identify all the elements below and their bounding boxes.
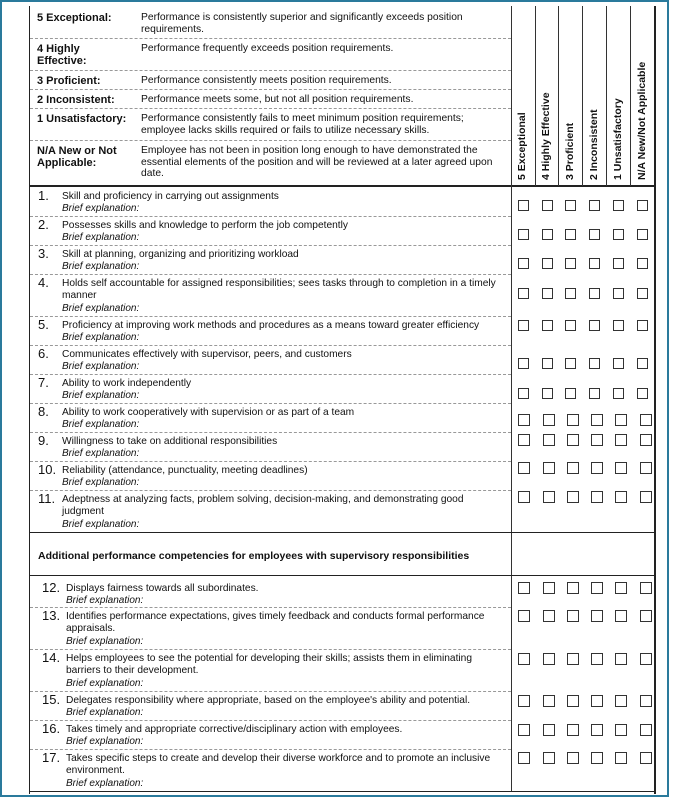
rating-checkbox-unsatisfactory[interactable] <box>615 491 627 503</box>
legend-label: 2 Inconsistent: <box>37 94 115 106</box>
brief-explanation-label: Brief explanation: <box>66 595 144 606</box>
rating-checkbox-unsatisfactory[interactable] <box>613 288 624 299</box>
item-number: 4. <box>38 275 49 290</box>
section-title: Additional performance competencies for employees with supervisory responsibilities <box>38 550 470 562</box>
item-text: Takes specific steps to create and develop their diverse workforce and to promote an inclusive environment. <box>66 753 491 776</box>
item-number: 15. <box>42 692 61 707</box>
brief-explanation-label: Brief explanation: <box>62 303 140 314</box>
rating-checkbox-proficient[interactable] <box>567 724 579 736</box>
rating-checkbox-inconsistent[interactable] <box>591 434 603 446</box>
rating-checkbox-highly-effective[interactable] <box>542 320 553 331</box>
brief-explanation-label: Brief explanation: <box>66 636 144 647</box>
rating-checkbox-not-applicable[interactable] <box>640 491 652 503</box>
rating-checkbox-inconsistent[interactable] <box>589 229 600 240</box>
brief-explanation-label: Brief explanation: <box>62 203 140 214</box>
item-text: Communicates effectively with supervisor, peers, and customers <box>62 349 352 360</box>
brief-explanation-label: Brief explanation: <box>66 736 144 747</box>
legend-description: Performance frequently exceeds position requirements. <box>141 43 394 54</box>
rating-checkbox-inconsistent[interactable] <box>591 695 603 707</box>
rating-checkbox-proficient[interactable] <box>567 752 579 764</box>
rating-checkbox-exceptional[interactable] <box>518 200 529 211</box>
rating-checkbox-not-applicable[interactable] <box>637 388 648 399</box>
rating-checkbox-not-applicable[interactable] <box>640 653 652 665</box>
item-text: Ability to work independently <box>62 378 192 389</box>
item-text: Delegates responsibility where appropriate, based on the employee's ability and potential. <box>66 695 471 706</box>
rating-checkbox-unsatisfactory[interactable] <box>613 229 624 240</box>
rating-checkbox-exceptional[interactable] <box>518 320 529 331</box>
rating-checkbox-inconsistent[interactable] <box>589 388 600 399</box>
rating-checkbox-not-applicable[interactable] <box>637 258 648 269</box>
item-number: 12. <box>42 580 61 595</box>
rating-checkbox-inconsistent[interactable] <box>591 653 603 665</box>
rating-checkbox-not-applicable[interactable] <box>640 462 652 474</box>
item-number: 10. <box>38 462 57 477</box>
brief-explanation-label: Brief explanation: <box>62 519 140 530</box>
item-number: 11. <box>38 491 56 506</box>
rating-checkbox-proficient[interactable] <box>565 388 576 399</box>
rating-checkbox-not-applicable[interactable] <box>640 582 652 594</box>
brief-explanation-label: Brief explanation: <box>62 477 140 488</box>
item-number: 17. <box>42 750 61 765</box>
item-text: Reliability (attendance, punctuality, meeting deadlines) <box>62 465 308 476</box>
brief-explanation-label: Brief explanation: <box>66 778 144 789</box>
rating-checkbox-highly-effective[interactable] <box>542 288 553 299</box>
rating-checkbox-inconsistent[interactable] <box>591 414 603 426</box>
rating-checkbox-not-applicable[interactable] <box>640 610 652 622</box>
rating-checkbox-exceptional[interactable] <box>518 491 530 503</box>
rating-checkbox-highly-effective[interactable] <box>542 358 553 369</box>
rating-checkbox-exceptional[interactable] <box>518 582 530 594</box>
rating-checkbox-proficient[interactable] <box>567 653 579 665</box>
rating-checkbox-unsatisfactory[interactable] <box>615 434 627 446</box>
rating-checkbox-highly-effective[interactable] <box>543 653 555 665</box>
column-header-inconsistent: 2 Inconsistent <box>588 109 600 180</box>
legend-description: Employee has not been in position long enough to have demonstrated the essential elements of the position and will be reviewed at a later agreed upon date. <box>141 145 493 179</box>
rating-checkbox-proficient[interactable] <box>565 200 576 211</box>
item-number: 8. <box>38 404 49 419</box>
rating-checkbox-highly-effective[interactable] <box>542 388 553 399</box>
rating-checkbox-proficient[interactable] <box>567 414 579 426</box>
rating-checkbox-unsatisfactory[interactable] <box>613 258 624 269</box>
item-text: Skill at planning, organizing and prioritizing workload <box>62 249 299 260</box>
rating-checkbox-highly-effective[interactable] <box>543 462 555 474</box>
brief-explanation-label: Brief explanation: <box>62 261 140 272</box>
item-text: Skill and proficiency in carrying out assignments <box>62 191 279 202</box>
column-header-unsatisfactory: 1 Unsatisfactory <box>612 98 624 180</box>
item-number: 5. <box>38 317 49 332</box>
legend-label: 1 Unsatisfactory: <box>37 113 127 125</box>
rating-checkbox-inconsistent[interactable] <box>591 724 603 736</box>
legend-label: 5 Exceptional: <box>37 12 112 24</box>
rating-checkbox-exceptional[interactable] <box>518 724 530 736</box>
item-number: 2. <box>38 217 49 232</box>
rating-checkbox-unsatisfactory[interactable] <box>613 320 624 331</box>
rating-checkbox-highly-effective[interactable] <box>543 582 555 594</box>
item-text: Takes timely and appropriate corrective/disciplinary action with employees. <box>66 724 403 735</box>
rating-checkbox-proficient[interactable] <box>567 582 579 594</box>
rating-checkbox-unsatisfactory[interactable] <box>615 752 627 764</box>
item-number: 14. <box>42 650 61 665</box>
item-number: 16. <box>42 721 61 736</box>
item-text: Proficiency at improving work methods and procedures as a means toward greater efficiency <box>62 320 480 331</box>
rating-checkbox-unsatisfactory[interactable] <box>615 582 627 594</box>
rating-checkbox-highly-effective[interactable] <box>543 724 555 736</box>
rating-checkbox-not-applicable[interactable] <box>637 320 648 331</box>
rating-checkbox-not-applicable[interactable] <box>637 358 648 369</box>
item-number: 1. <box>38 188 49 203</box>
column-header-highly-effective: 4 Highly Effective <box>540 92 552 180</box>
brief-explanation-label: Brief explanation: <box>62 232 140 243</box>
rating-checkbox-unsatisfactory[interactable] <box>615 653 627 665</box>
item-text: Adeptness at analyzing facts, problem solving, decision-making, and demonstrating good judgment <box>62 494 464 517</box>
rating-checkbox-not-applicable[interactable] <box>640 724 652 736</box>
item-text: Identifies performance expectations, gives timely feedback and conducts formal performance appraisals. <box>66 611 485 634</box>
brief-explanation-label: Brief explanation: <box>62 448 140 459</box>
rating-checkbox-not-applicable[interactable] <box>640 752 652 764</box>
item-text: Ability to work cooperatively with supervision or as part of a team <box>62 407 355 418</box>
rating-checkbox-exceptional[interactable] <box>518 388 529 399</box>
rating-checkbox-highly-effective[interactable] <box>543 491 555 503</box>
rating-checkbox-not-applicable[interactable] <box>640 414 652 426</box>
rating-checkbox-exceptional[interactable] <box>518 434 530 446</box>
item-text: Possesses skills and knowledge to perform the job competently <box>62 220 348 231</box>
item-number: 9. <box>38 433 49 448</box>
item-text: Helps employees to see the potential for developing their skills; assists them in eliminating barriers to their development. <box>66 653 473 676</box>
legend-description: Performance consistently meets position requirements. <box>141 75 392 86</box>
item-number: 6. <box>38 346 49 361</box>
rating-checkbox-inconsistent[interactable] <box>591 610 603 622</box>
rating-checkbox-highly-effective[interactable] <box>542 229 553 240</box>
rating-checkbox-not-applicable[interactable] <box>637 288 648 299</box>
legend-label: 4 Highly Effective: <box>37 43 87 67</box>
rating-checkbox-unsatisfactory[interactable] <box>613 200 624 211</box>
rating-checkbox-highly-effective[interactable] <box>543 434 555 446</box>
brief-explanation-label: Brief explanation: <box>66 707 144 718</box>
rating-checkbox-not-applicable[interactable] <box>640 695 652 707</box>
rating-checkbox-exceptional[interactable] <box>518 358 529 369</box>
rating-checkbox-highly-effective[interactable] <box>543 695 555 707</box>
item-number: 3. <box>38 246 49 261</box>
rating-checkbox-exceptional[interactable] <box>518 610 530 622</box>
rating-checkbox-unsatisfactory[interactable] <box>615 695 627 707</box>
rating-checkbox-exceptional[interactable] <box>518 258 529 269</box>
rating-checkbox-proficient[interactable] <box>567 610 579 622</box>
rating-checkbox-not-applicable[interactable] <box>640 434 652 446</box>
rating-checkbox-unsatisfactory[interactable] <box>613 358 624 369</box>
rating-checkbox-exceptional[interactable] <box>518 462 530 474</box>
item-number: 13. <box>42 608 61 623</box>
rating-checkbox-inconsistent[interactable] <box>589 200 600 211</box>
legend-description: Performance is consistently superior and significantly exceeds position requirements. <box>141 12 463 35</box>
rating-checkbox-inconsistent[interactable] <box>589 258 600 269</box>
rating-checkbox-highly-effective[interactable] <box>542 258 553 269</box>
rating-checkbox-unsatisfactory[interactable] <box>615 724 627 736</box>
brief-explanation-label: Brief explanation: <box>66 678 144 689</box>
rating-checkbox-proficient[interactable] <box>567 491 579 503</box>
rating-checkbox-unsatisfactory[interactable] <box>615 610 627 622</box>
rating-checkbox-unsatisfactory[interactable] <box>615 462 627 474</box>
item-number: 7. <box>38 375 49 390</box>
rating-checkbox-proficient[interactable] <box>565 320 576 331</box>
rating-checkbox-unsatisfactory[interactable] <box>615 414 627 426</box>
rating-checkbox-exceptional[interactable] <box>518 414 530 426</box>
rating-checkbox-proficient[interactable] <box>567 695 579 707</box>
rating-checkbox-inconsistent[interactable] <box>591 582 603 594</box>
rating-checkbox-exceptional[interactable] <box>518 752 530 764</box>
rating-checkbox-proficient[interactable] <box>565 258 576 269</box>
rating-checkbox-proficient[interactable] <box>565 288 576 299</box>
brief-explanation-label: Brief explanation: <box>62 419 140 430</box>
rating-checkbox-highly-effective[interactable] <box>543 414 555 426</box>
rating-checkbox-inconsistent[interactable] <box>591 752 603 764</box>
rating-checkbox-inconsistent[interactable] <box>589 358 600 369</box>
rating-checkbox-exceptional[interactable] <box>518 695 530 707</box>
rating-checkbox-highly-effective[interactable] <box>543 610 555 622</box>
rating-checkbox-highly-effective[interactable] <box>543 752 555 764</box>
column-header-proficient: 3 Proficient <box>564 122 576 180</box>
rating-checkbox-proficient[interactable] <box>567 434 579 446</box>
rating-checkbox-not-applicable[interactable] <box>637 229 648 240</box>
legend-label: N/A New or Not Applicable: <box>37 145 117 169</box>
legend-label: 3 Proficient: <box>37 75 101 87</box>
rating-checkbox-inconsistent[interactable] <box>591 491 603 503</box>
rating-checkbox-not-applicable[interactable] <box>637 200 648 211</box>
rating-checkbox-inconsistent[interactable] <box>591 462 603 474</box>
rating-checkbox-inconsistent[interactable] <box>589 288 600 299</box>
rating-checkbox-unsatisfactory[interactable] <box>613 388 624 399</box>
item-text: Displays fairness towards all subordinates. <box>66 583 259 594</box>
item-text: Holds self accountable for assigned responsibilities; sees tasks through to completion in a timely manner <box>62 278 496 301</box>
column-header-not-applicable: N/A New/Not Applicable <box>636 61 648 180</box>
rating-checkbox-highly-effective[interactable] <box>542 200 553 211</box>
legend-description: Performance consistently fails to meet minimum position requirements; employee lacks skills required or fails to utilize necessary skills. <box>141 113 464 136</box>
brief-explanation-label: Brief explanation: <box>62 390 140 401</box>
rating-checkbox-inconsistent[interactable] <box>589 320 600 331</box>
rating-checkbox-exceptional[interactable] <box>518 229 529 240</box>
column-header-exceptional: 5 Exceptional <box>516 112 528 180</box>
legend-description: Performance meets some, but not all position requirements. <box>141 94 414 105</box>
rating-checkbox-proficient[interactable] <box>565 358 576 369</box>
rating-checkbox-proficient[interactable] <box>567 462 579 474</box>
rating-checkbox-exceptional[interactable] <box>518 653 530 665</box>
brief-explanation-label: Brief explanation: <box>62 361 140 372</box>
item-text: Willingness to take on additional responsibilities <box>62 436 278 447</box>
rating-checkbox-proficient[interactable] <box>565 229 576 240</box>
rating-checkbox-exceptional[interactable] <box>518 288 529 299</box>
brief-explanation-label: Brief explanation: <box>62 332 140 343</box>
